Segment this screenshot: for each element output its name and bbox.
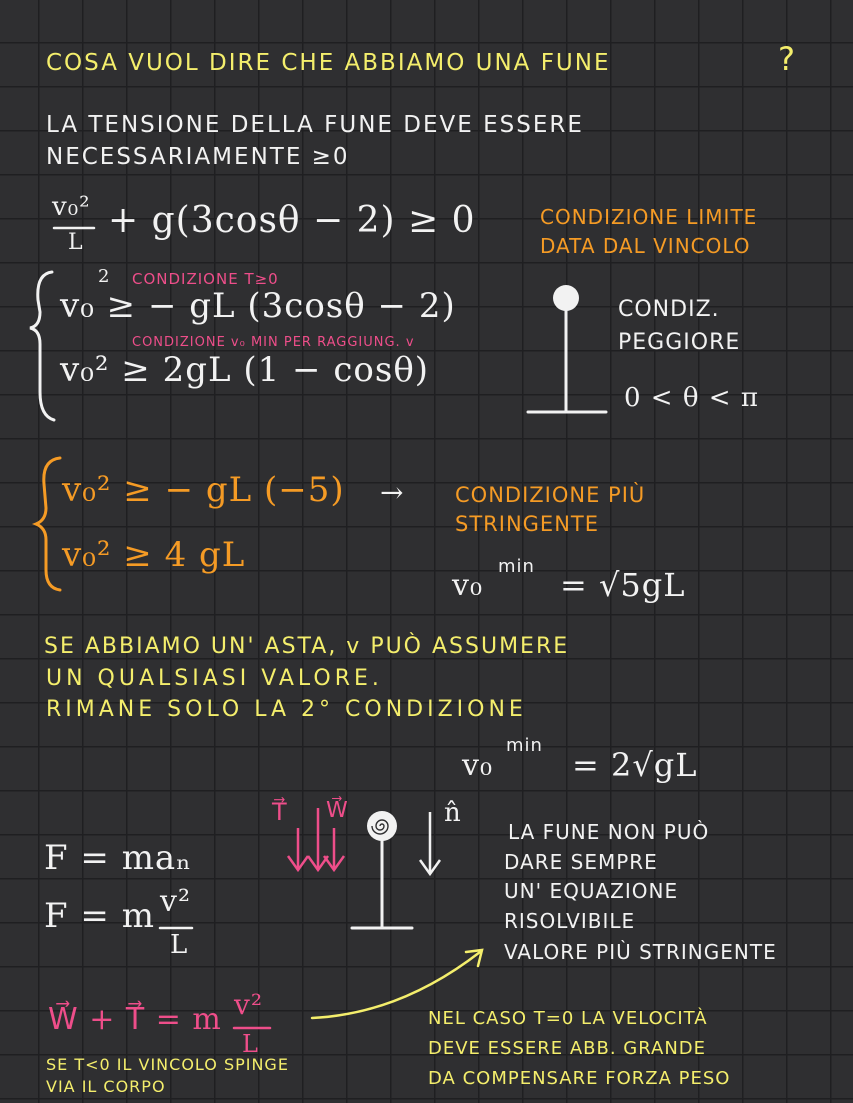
eq-F-man: F = maₙ	[44, 838, 192, 878]
fune-line-5: VALORE PIÙ STRINGENTE	[504, 940, 777, 964]
vmin1-rhs: = √5gL	[560, 566, 686, 604]
vmin2-rhs: = 2√gL	[572, 746, 698, 784]
note-Tneg-line-1: SE T<0 IL VINCOLO SPINGE	[46, 1055, 289, 1074]
cond-limite-line-2: DATA DAL VINCOLO	[540, 234, 751, 258]
cond-limite-line-1: CONDIZIONE LIMITE	[540, 205, 758, 229]
vec-eq-den: L	[242, 1030, 259, 1058]
sys1-exponent: 2	[98, 266, 111, 287]
fune-line-1: LA FUNE NON PUÒ	[508, 820, 710, 844]
page-title: COSA VUOL DIRE CHE ABBIAMO UNA FUNE	[46, 50, 611, 76]
strict-cond-1: CONDIZIONE PIÙ	[455, 483, 646, 507]
ineq-numerator: v₀²	[52, 192, 91, 222]
vmin2-sup: min	[506, 735, 543, 756]
force-T-label: T⃗	[272, 798, 288, 826]
sys2-eq-1: v₀² ≥ − gL (−5)	[62, 470, 345, 510]
brace-system-1	[30, 272, 54, 420]
sys1-eq-1: v₀ ≥ − gL (3cosθ − 2)	[60, 286, 456, 326]
vec-eq-num: v²	[234, 988, 264, 1021]
vmin1-lhs: v₀	[452, 568, 483, 603]
ineq-main-rest: + g(3cosθ − 2) ≥ 0	[108, 200, 476, 241]
intro-line-2: NECESSARIAMENTE ≥0	[46, 144, 350, 170]
note-Tneg-line-2: VIA IL CORPO	[46, 1077, 166, 1096]
note-T0-line-2: DEVE ESSERE ABB. GRANDE	[428, 1038, 707, 1059]
label-condizione-T: CONDIZIONE T≥0	[132, 270, 279, 288]
sys2-eq-2: v₀² ≥ 4 gL	[62, 535, 246, 575]
pendulum-note-2: PEGGIORE	[618, 330, 741, 355]
question-mark: ?	[778, 40, 796, 78]
vmin2-lhs: v₀	[462, 748, 493, 783]
note-T0-line-1: NEL CASO T=0 LA VELOCITÀ	[428, 1008, 708, 1029]
normal-n-label: n̂	[444, 798, 462, 828]
note-T0-line-3: DA COMPENSARE FORZA PESO	[428, 1068, 731, 1089]
pendulum-note-1: CONDIZ.	[618, 297, 720, 322]
force-W-label: W⃗	[326, 798, 349, 823]
fune-line-2: DARE SEMPRE	[504, 850, 658, 874]
pendulum-bob-1	[553, 285, 579, 311]
eq-F-mv2-left: F = m	[44, 896, 155, 936]
eq-F-mv2-num: v²	[160, 884, 191, 919]
curved-arrow	[312, 952, 480, 1018]
arrow-right: →	[380, 476, 405, 509]
eq-F-mv2-den: L	[170, 930, 189, 960]
vmin1-sup: min	[498, 556, 535, 577]
vec-eq-left: W⃗ + T⃗ = m	[48, 1002, 222, 1037]
intro-line-1: LA TENSIONE DELLA FUNE DEVE ESSERE	[46, 112, 584, 138]
strict-cond-2: STRINGENTE	[455, 512, 599, 536]
asta-line-3: RIMANE SOLO LA 2° CONDIZIONE	[46, 697, 527, 722]
asta-line-2: UN QUALSIASI VALORE.	[46, 666, 383, 691]
theta-range: 0 < θ < π	[624, 383, 759, 413]
ineq-denominator: L	[68, 230, 84, 255]
fune-line-3: UN' EQUAZIONE	[504, 879, 679, 903]
label-condizione-v0-min: CONDIZIONE v₀ MIN PER RAGGIUNG. v	[132, 335, 415, 350]
asta-line-1: SE ABBIAMO UN' ASTA, v PUÒ ASSUMERE	[44, 634, 570, 659]
brace-system-2	[36, 458, 60, 590]
sys1-eq-2: v₀² ≥ 2gL (1 − cosθ)	[60, 350, 430, 390]
fune-line-4: RISOLVIBILE	[504, 909, 636, 933]
